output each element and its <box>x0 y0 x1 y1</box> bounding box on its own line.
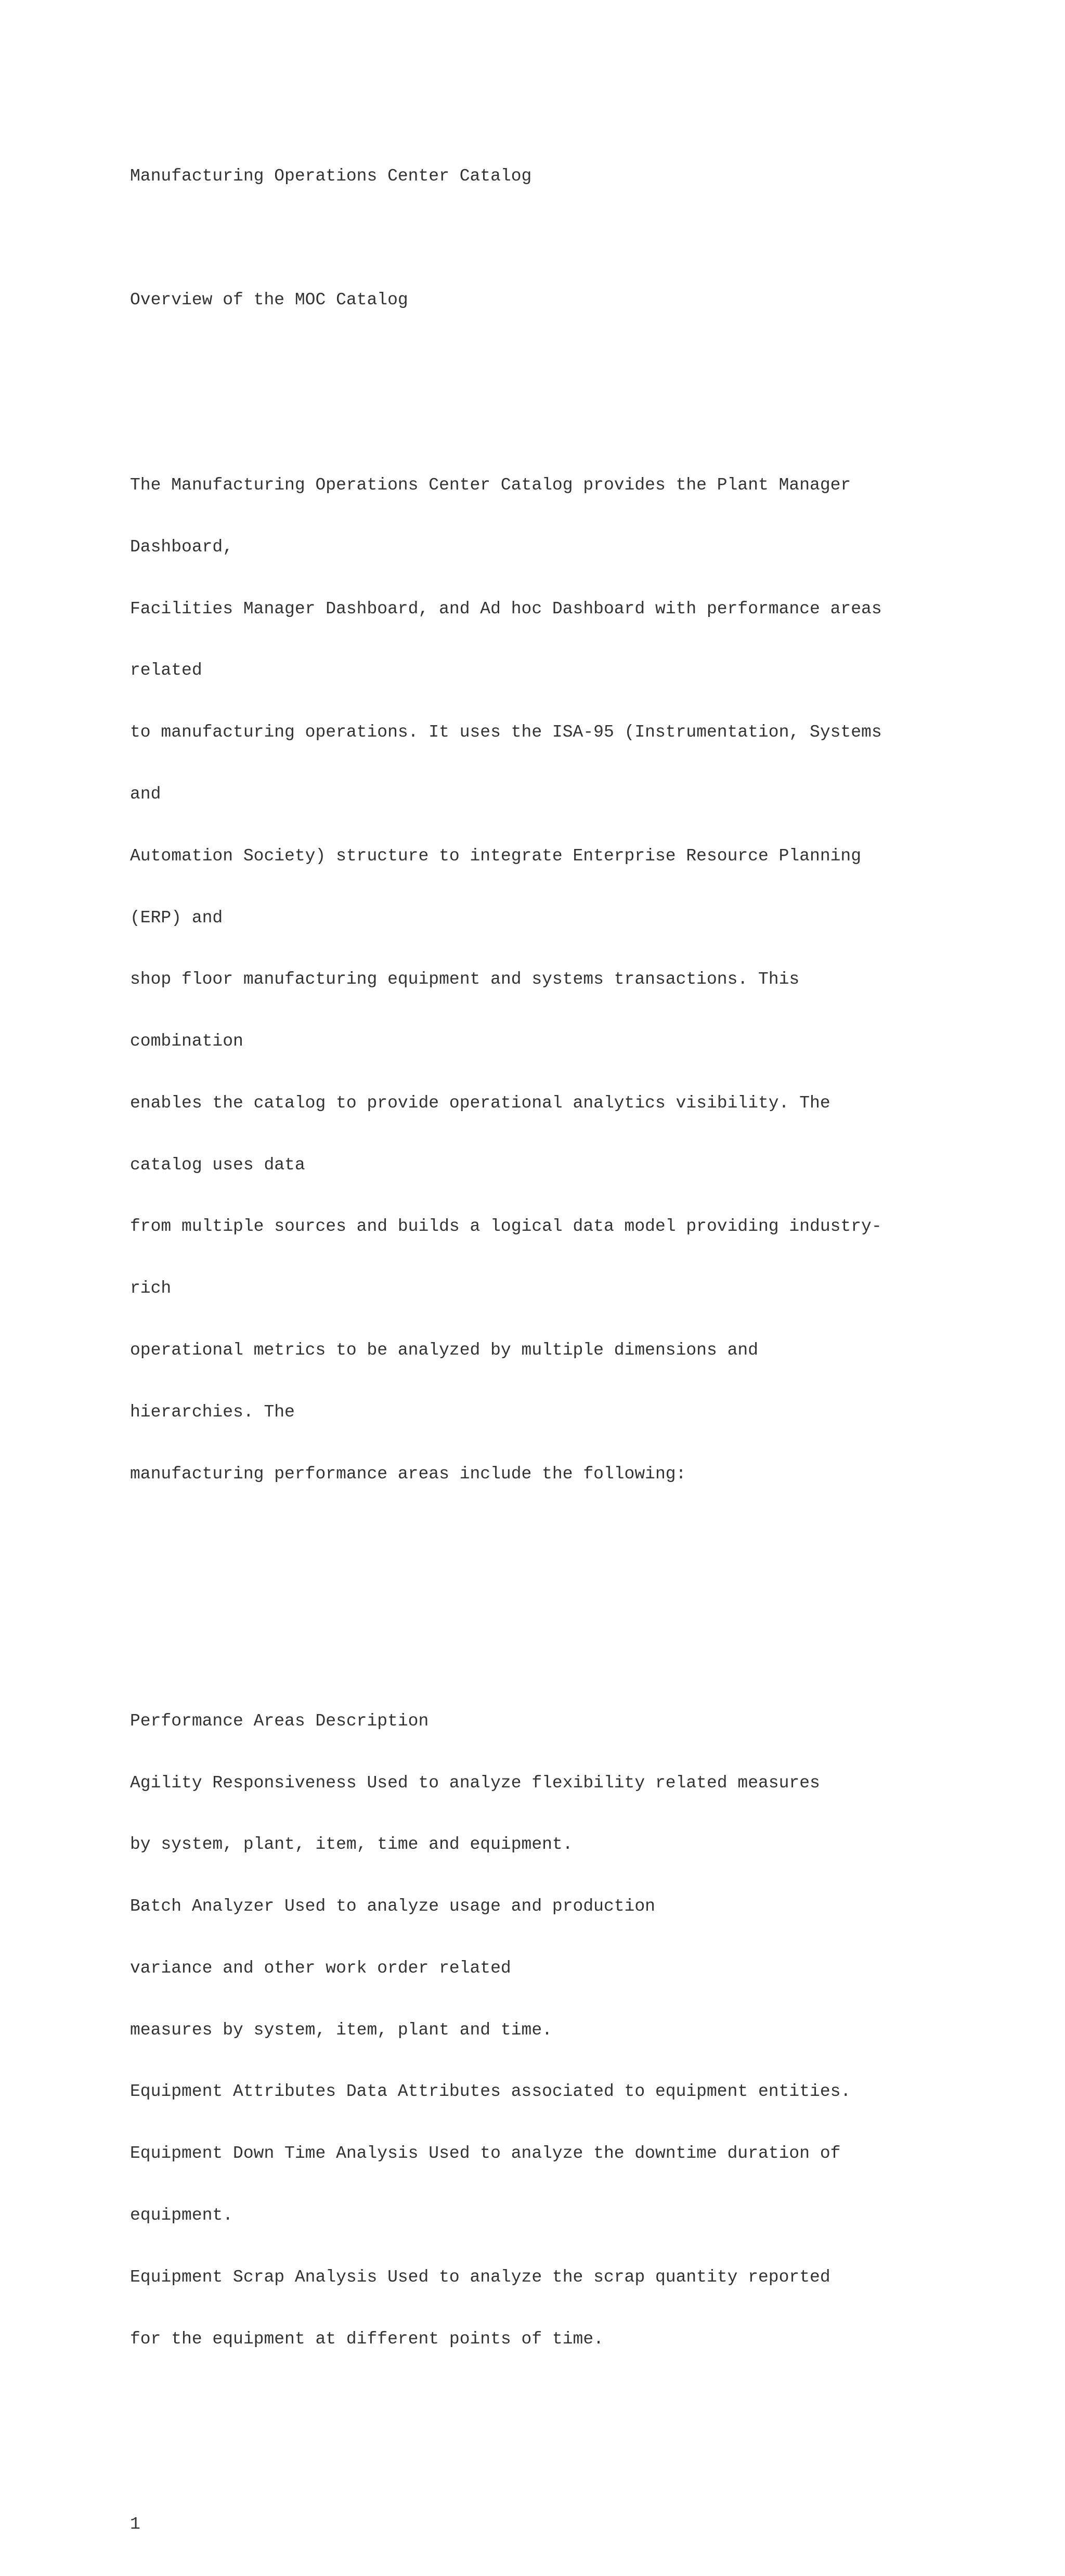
intro-paragraph <box>130 434 983 1525</box>
intro-line: related <box>130 661 202 680</box>
table-line: Agility Responsiveness Used to analyze flexibility related measures <box>130 1773 820 1793</box>
table-line: Equipment Attributes Data Attributes associated to equipment entities. <box>130 2082 851 2102</box>
table-line: equipment. <box>130 2205 233 2225</box>
intro-line: shop floor manufacturing equipment and systems transactions. This <box>130 970 800 989</box>
table-line: measures by system, item, plant and time. <box>130 2020 552 2040</box>
intro-line: Facilities Manager Dashboard, and Ad hoc Dashboard with performance areas <box>130 599 882 619</box>
intro-line: combination <box>130 1032 243 1051</box>
table-line: for the equipment at different points of time. <box>130 2329 604 2349</box>
spacer <box>130 228 983 249</box>
table-line: variance and other work order related <box>130 1958 511 1978</box>
performance-areas-table <box>130 1670 983 2391</box>
intro-line: The Manufacturing Operations Center Catalog provides the Plant Manager <box>130 475 851 495</box>
page-number: 1 <box>130 2514 140 2534</box>
intro-line: catalog uses data <box>130 1155 305 1175</box>
intro-line: from multiple sources and builds a logical data model providing industry- <box>130 1217 882 1237</box>
intro-line: Dashboard, <box>130 537 233 557</box>
spacer <box>130 2452 983 2473</box>
intro-line: (ERP) and <box>130 908 223 928</box>
table-line: Equipment Scrap Analysis Used to analyze the scrap quantity reported <box>130 2267 830 2287</box>
document-body <box>130 125 983 2576</box>
spacer <box>130 352 983 372</box>
document-title: Manufacturing Operations Center Catalog <box>130 166 532 186</box>
intro-line: and <box>130 784 161 804</box>
intro-line: to manufacturing operations. It uses the ISA-95 (Instrumentation, Systems <box>130 723 882 742</box>
table-header: Performance Areas Description <box>130 1711 429 1731</box>
intro-line: enables the catalog to provide operational analytics visibility. The <box>130 1093 830 1113</box>
section-heading: Overview of the MOC Catalog <box>130 290 408 310</box>
intro-line: rich <box>130 1279 172 1298</box>
intro-line: manufacturing performance areas include the following: <box>130 1464 686 1484</box>
table-line: by system, plant, item, time and equipment. <box>130 1835 573 1854</box>
intro-line: hierarchies. The <box>130 1402 295 1422</box>
intro-line: operational metrics to be analyzed by multiple dimensions and <box>130 1341 758 1360</box>
spacer <box>130 1587 983 1608</box>
intro-line: Automation Society) structure to integrate Enterprise Resource Planning <box>130 846 862 866</box>
table-line: Batch Analyzer Used to analyze usage and production <box>130 1897 655 1916</box>
table-line: Equipment Down Time Analysis Used to analyze the downtime duration of <box>130 2144 841 2163</box>
